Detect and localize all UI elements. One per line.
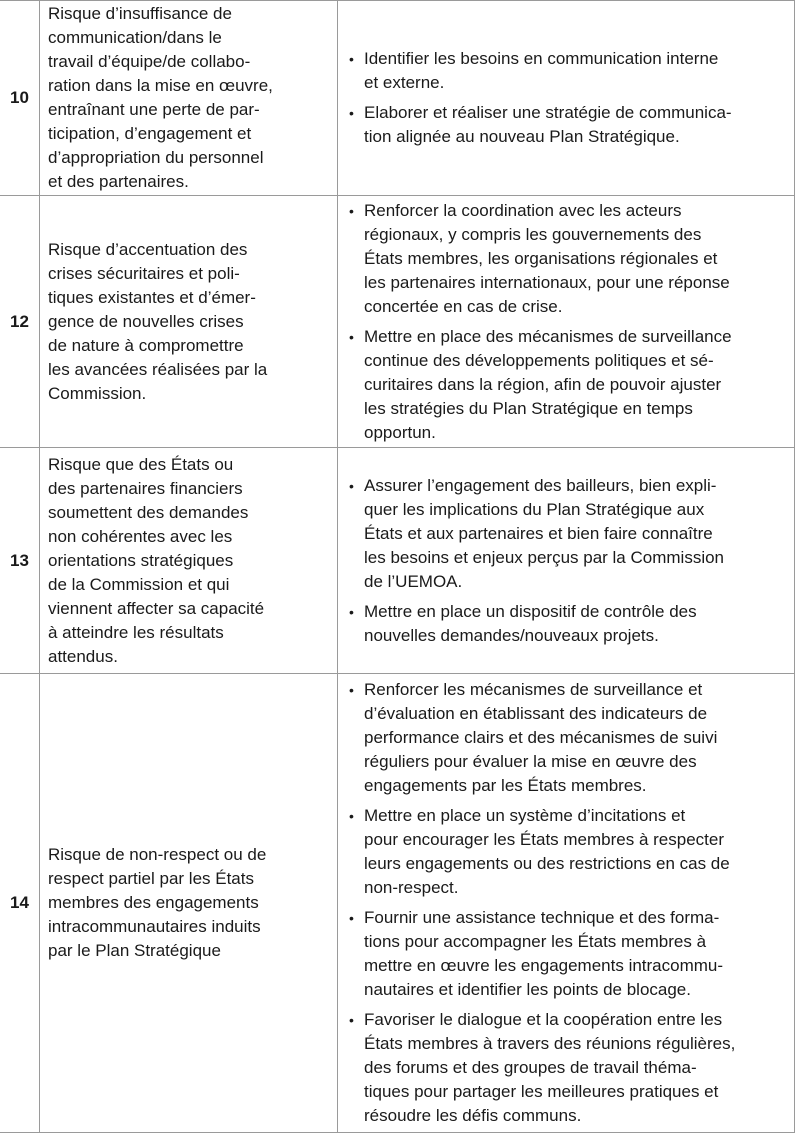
list-item: • Elaborer et réaliser une stratégie de communica- tion alignée au nouveau Plan Stratégique. <box>346 101 788 149</box>
action-list <box>346 47 788 149</box>
list-item: • Renforcer la coordination avec les acteurs régionaux, y compris les gouvernements des États membres, les organisations régionales et les partenaires internationaux, pour une réponse concertée en cas de crise. <box>346 199 788 319</box>
risk-description <box>40 1 338 196</box>
list-item: • Favoriser le dialogue et la coopération entre les États membres à travers des réunions régulières, des forums et des groupes de travail théma- tiques pour partager les meilleures pratiques et résoudre les défis communs. <box>346 1008 788 1128</box>
risk-description <box>40 674 338 1133</box>
risk-number: 14 <box>0 674 40 1133</box>
list-item: • Mettre en place un système d’incitations et pour encourager les États membres à respecter leurs engagements ou des restrictions en cas de non-respect. <box>346 804 788 900</box>
table-row <box>0 196 795 448</box>
risk-text: Risque d’accentuation des crises sécuritaires et poli- tiques existantes et d’émer- gence de nouvelles crises de nature à compromettre les avancées réalisées par la Commission. <box>48 239 268 403</box>
risk-description <box>40 196 338 448</box>
mitigation-actions <box>338 448 795 674</box>
table-row <box>0 448 795 674</box>
mitigation-actions <box>338 674 795 1133</box>
list-item: • Identifier les besoins en communication interne et externe. <box>346 47 788 95</box>
action-list <box>346 199 788 445</box>
list-item: • Mettre en place un dispositif de contrôle des nouvelles demandes/nouveaux projets. <box>346 600 788 648</box>
risk-number: 12 <box>0 196 40 448</box>
action-list <box>346 678 788 1128</box>
list-item: • Fournir une assistance technique et des forma- tions pour accompagner les États membres à mettre en œuvre les engagements intracommu- nautaires et identifier les points de blocage. <box>346 906 788 1002</box>
list-item: • Mettre en place des mécanismes de surveillance continue des développements politiques et sé- curitaires dans la région, afin de pouvoir ajuster les stratégies du Plan Stratégique en temps opportun. <box>346 325 788 445</box>
list-item: • Assurer l’engagement des bailleurs, bien expli- quer les implications du Plan Stratégique aux États et aux partenaires et bien faire connaître les besoins et enjeux perçus par la Commission de l’UEMOA. <box>346 474 788 594</box>
risk-number: 13 <box>0 448 40 674</box>
table-row <box>0 674 795 1133</box>
risk-text: Risque de non-respect ou de respect partiel par les États membres des engagements intracommunautaires induits par le Plan Stratégique <box>48 845 267 960</box>
list-item: • Renforcer les mécanismes de surveillance et d’évaluation en établissant des indicateurs de performance clairs et des mécanismes de suivi réguliers pour évaluer la mise en œuvre des engagements par les États membres. <box>346 678 788 798</box>
mitigation-actions <box>338 1 795 196</box>
risk-number: 10 <box>0 1 40 196</box>
table-row <box>0 1 795 196</box>
risk-text: Risque d’insuffisance de communication/dans le travail d’équipe/de collabo- ration dans la mise en œuvre, entraînant une perte de par- ticipation, d’engagement et d’appropriation du personnel et des partenaires. <box>48 4 273 191</box>
action-list <box>346 474 788 648</box>
risk-text: Risque que des États ou des partenaires financiers soumettent des demandes non cohérentes avec les orientations stratégiques de la Commission et qui viennent affecter sa capacité à atteindre les résultats attendus. <box>48 454 265 666</box>
mitigation-actions <box>338 196 795 448</box>
risk-description <box>40 448 338 674</box>
